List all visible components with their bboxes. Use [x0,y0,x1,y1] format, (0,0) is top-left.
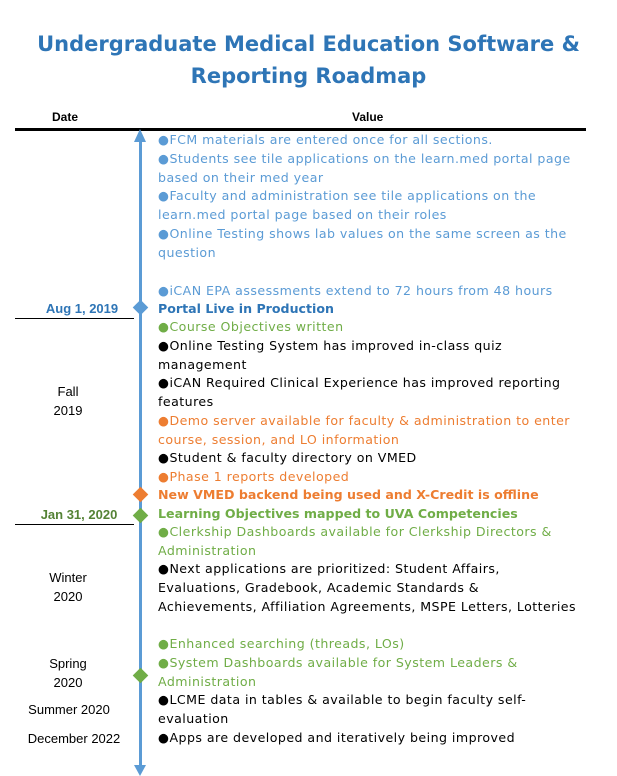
list-item: ●Course Objectives written [158,319,344,334]
milestone-diamond-spring-2020 [133,668,149,684]
list-item: ●Demo server available for faculty & administration to enter course, session, and LO information [158,413,570,447]
value-column-header: Value [352,110,384,124]
page-title: Undergraduate Medical Education Software & [37,32,580,56]
list-item: ●Apps are developed and iteratively being improved [158,730,516,745]
milestone-diamond-jan-2020-green [133,508,149,524]
list-item: ●iCAN EPA assessments extend to 72 hours from 48 hours [158,283,553,298]
date-fall-year: 2019 [53,403,83,418]
date-spring-year: 2020 [53,675,83,690]
milestone-diamond-aug-2019 [133,300,149,316]
list-item: ●Online Testing System has improved in-class quiz management [158,338,503,372]
milestone-diamond-jan-2020-orange [133,487,149,503]
list-item: ●Enhanced searching (threads, LOs) [158,636,405,651]
date-winter-label: Winter [49,570,87,585]
milestone-vmed-backend: New VMED backend being used and X-Credit is offline [158,487,539,502]
date-jan-2020: Jan 31, 2020 [40,507,118,522]
list-item: ●System Dashboards available for System Leaders & Administration [158,655,518,689]
date-column-header: Date [52,110,79,124]
date-summer-2020: Summer 2020 [28,702,110,717]
date-spring-label: Spring [49,656,87,671]
date-aug-2019: Aug 1, 2019 [45,301,119,316]
list-item: ●iCAN Required Clinical Experience has improved reporting features [158,375,561,409]
date-tick-jan-2020 [15,524,134,525]
date-winter-year: 2020 [53,589,83,604]
arrow-up-icon [134,129,146,142]
list-item: ●Phase 1 reports developed [158,469,350,484]
list-item: ●FCM materials are entered once for all sections. [158,132,493,147]
list-item: ●Student & faculty directory on VMED [158,450,417,465]
date-dec-2022: December 2022 [27,731,121,746]
list-item: ●Online Testing shows lab values on the same screen as the question [158,226,567,260]
date-fall-label: Fall [57,384,79,399]
list-item: ●LCME data in tables & available to begin faculty self-evaluation [158,692,527,726]
page-title-line-2: Reporting Roadmap [190,64,427,88]
arrow-down-icon [134,765,146,776]
milestone-learning-objectives: Learning Objectives mapped to UVA Competencies [158,506,518,521]
date-tick-aug-2019 [15,318,134,319]
list-item: ●Faculty and administration see tile applications on the learn.med portal page based on their roles [158,188,537,222]
list-item: ●Next applications are prioritized: Student Affairs, Evaluations, Gradebook, Academic Standards & Achievements, Affiliation Agreements, MSPE Letters, Lotteries [158,561,577,614]
list-item: ●Students see tile applications on the learn.med portal page based on their med year [158,151,571,185]
list-item: ●Clerkship Dashboards available for Clerkship Directors & Administration [158,524,552,558]
milestone-portal-live: Portal Live in Production [158,301,334,316]
